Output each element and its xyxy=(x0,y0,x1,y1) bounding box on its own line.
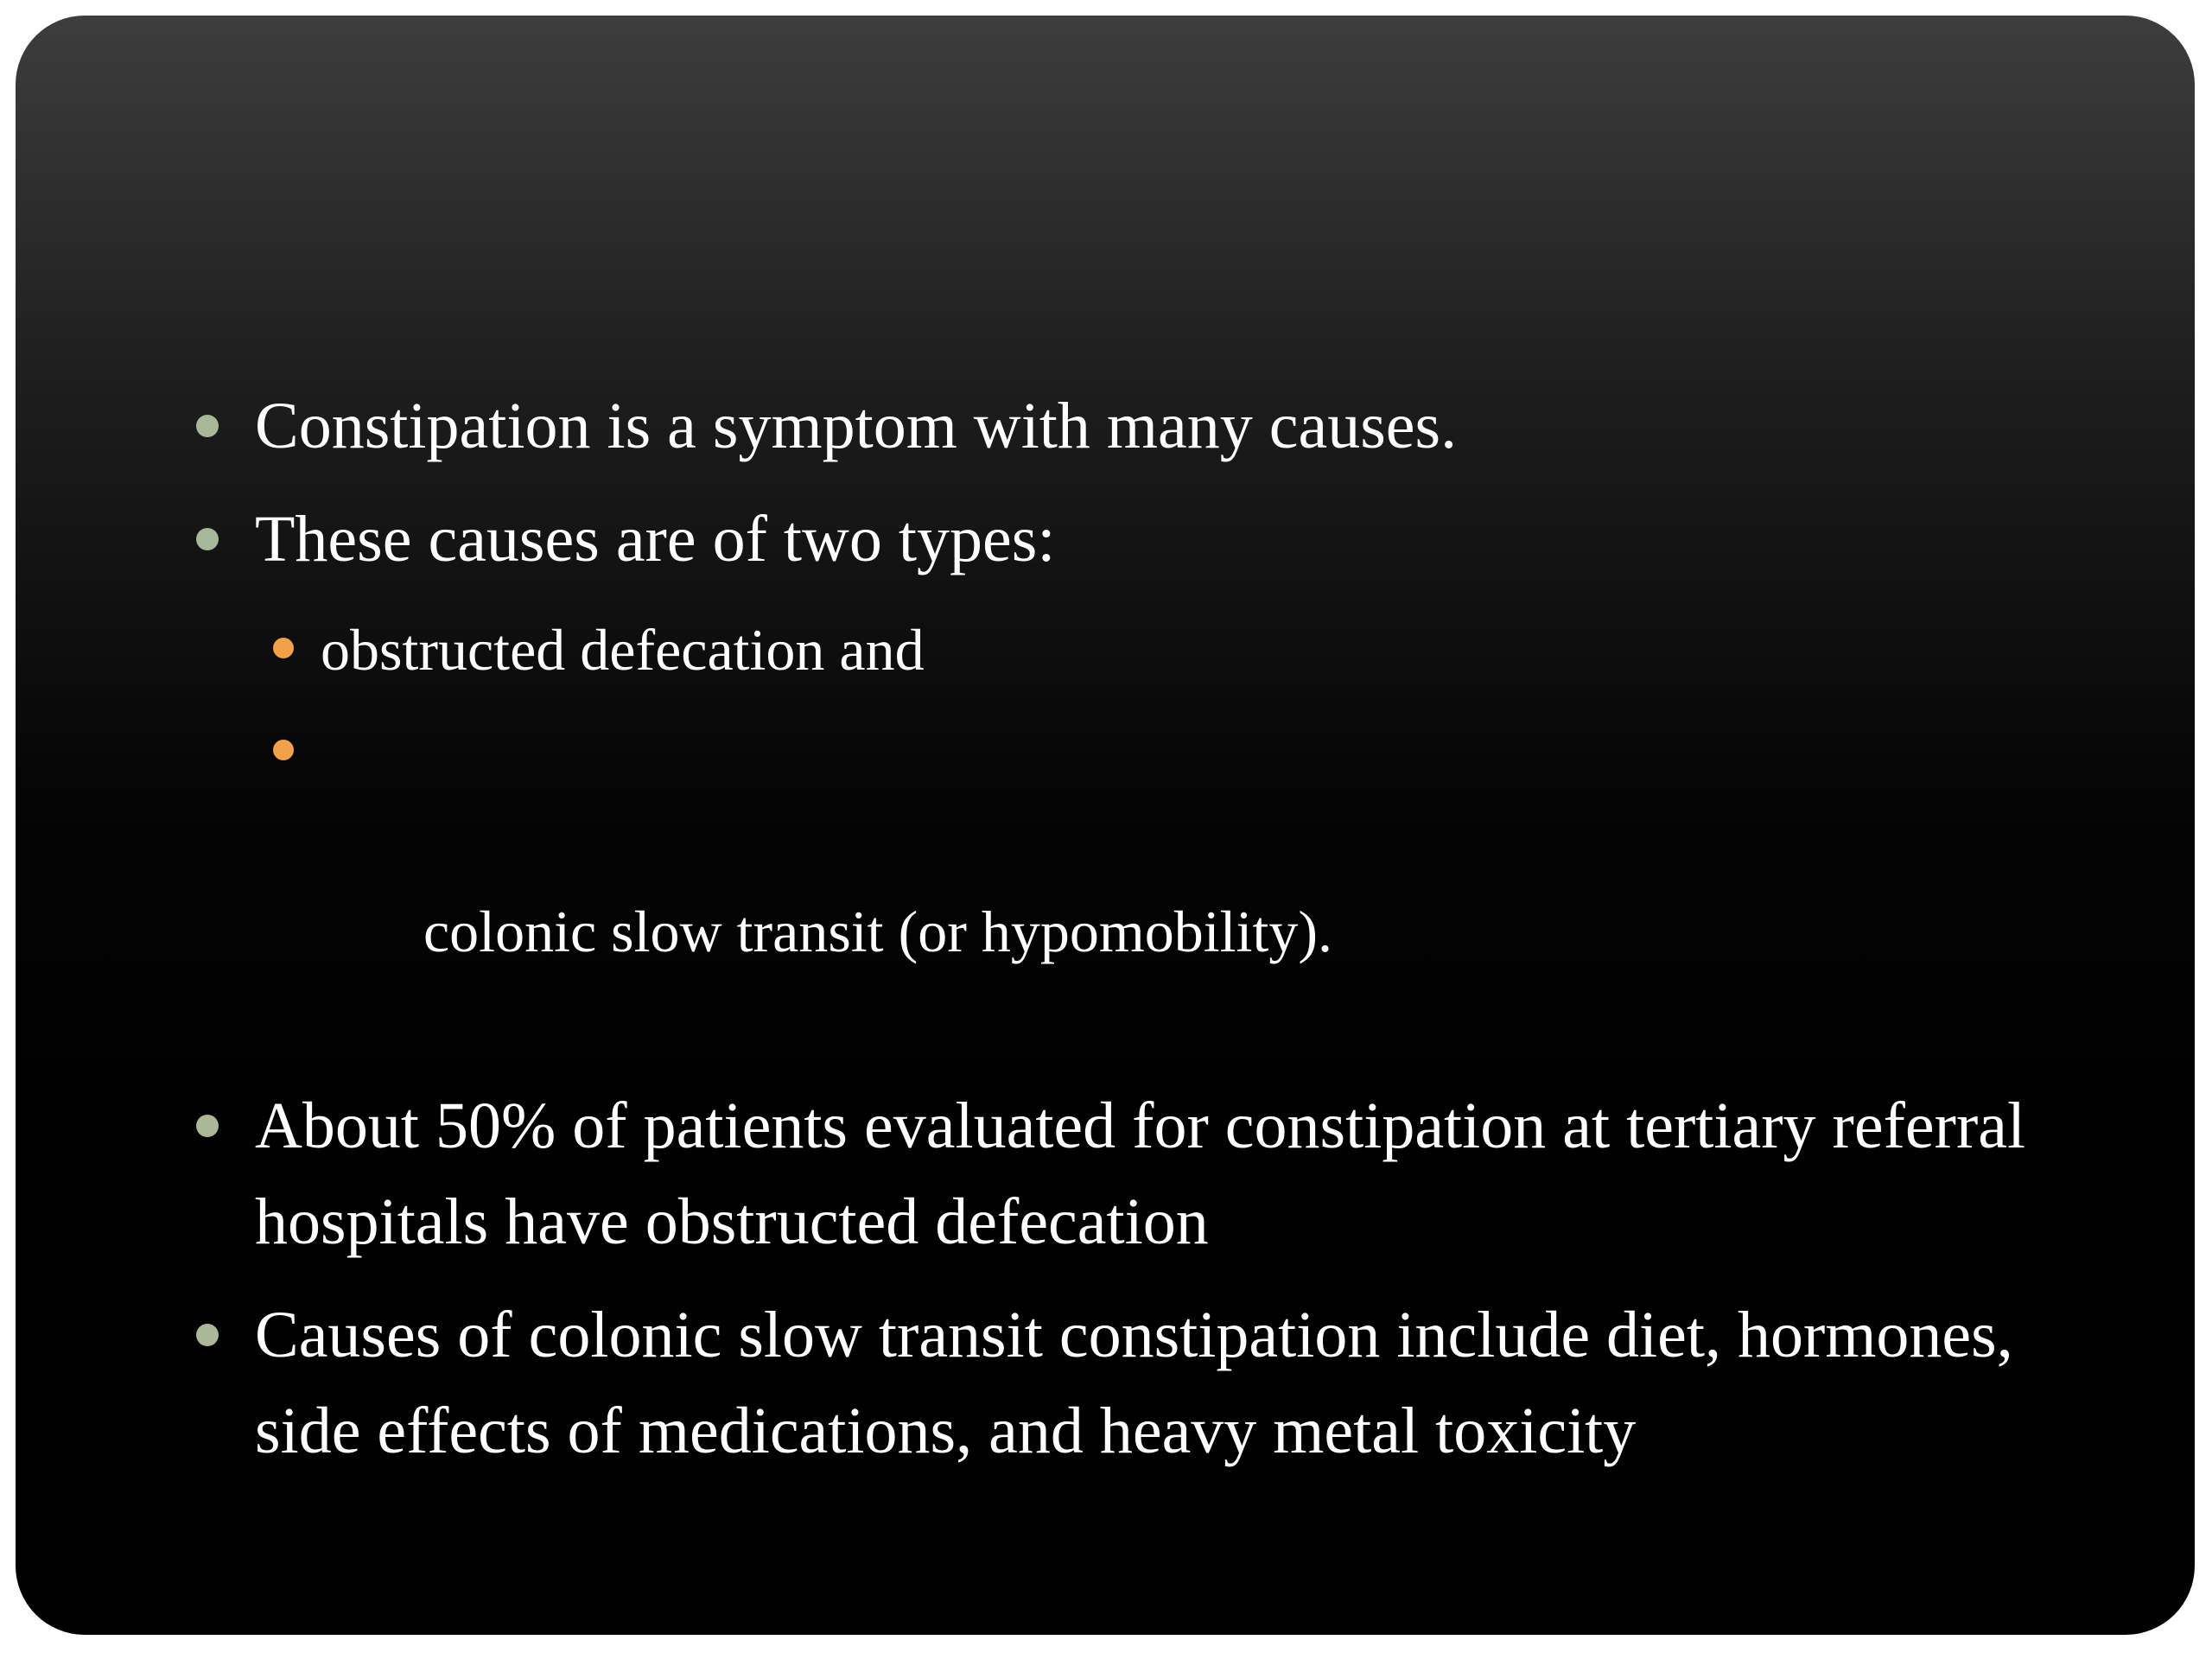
bullet-item xyxy=(16,378,2052,474)
bullet-text: About 50% of patients evaluated for constipation at tertiary referral hospitals have obstructed defecation xyxy=(255,1090,2026,1258)
bullet-item xyxy=(16,1287,2052,1479)
bullet-dot-icon xyxy=(196,415,219,437)
sub-bullet-dot-icon xyxy=(273,638,294,658)
bullet-dot-icon xyxy=(196,1115,219,1137)
bullet-text: Causes of colonic slow transit constipation include diet, hormones, side effects of medications, and heavy metal toxicity xyxy=(255,1299,2013,1467)
bullet-dot-icon xyxy=(196,1324,219,1346)
sub-bullet-text: colonic slow transit (or hypomobility). xyxy=(409,899,1332,964)
bullet-item xyxy=(16,492,2052,588)
bullet-dot-icon xyxy=(196,528,219,550)
bullet-text: These causes are of two types: xyxy=(255,503,1056,575)
bullet-text: Constipation is a symptom with many causes. xyxy=(255,390,1458,462)
sub-bullet-item xyxy=(16,707,2195,1066)
bullet-list xyxy=(16,378,2195,1497)
sub-bullet-dot-icon xyxy=(273,740,294,760)
slide xyxy=(16,16,2195,1635)
sub-bullet-item xyxy=(16,605,2195,695)
sub-bullet-text: obstructed defecation and xyxy=(321,617,925,683)
bullet-item xyxy=(16,1078,2052,1270)
